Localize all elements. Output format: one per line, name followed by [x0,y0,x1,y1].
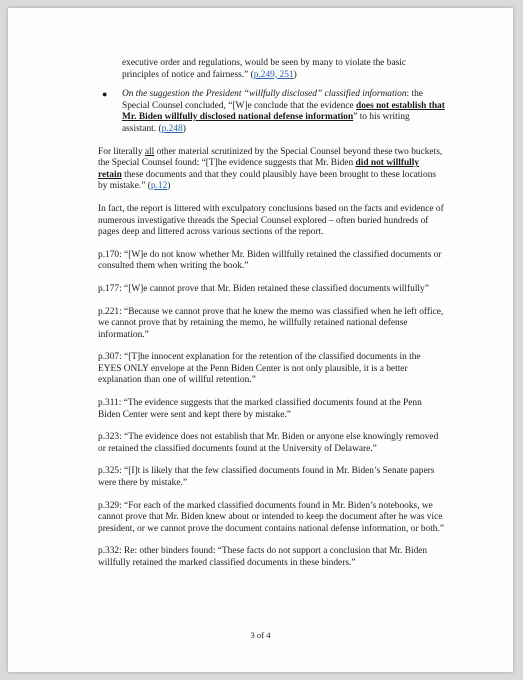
paragraph-2: In fact, the report is littered with exculpatory conclusions based on the facts and evidence of numerous investigative threads the Special Counsel explored – often buried hundreds of pages deep and littered across various sections of the report. [98,203,444,238]
page-link[interactable]: p.248 [161,123,183,134]
para1-bold: did not willfully retain [98,158,420,180]
quote-332: p.332: Re: other binders found: “These facts do not support a conclusion that Mr. Biden willfully retained the marked classified documents in these binders.” [98,546,428,568]
bullet-text [122,89,445,135]
continued-paragraph [122,58,445,81]
bullet-text-2: ” to his writing assistant. ( [122,112,410,134]
paragraph-1 [98,147,445,193]
quote-311: p.311: “The evidence suggests that the marked classified documents found at the Penn Biden Center were sent and kept there by mistake.” [98,398,422,420]
quote-170: p.170: “[W]e do not know whether Mr. Biden willfully retained the classified documents or consulted them when writing the book.” [98,249,442,272]
para1-text-1: For literally [98,146,145,157]
quote-221: p.221: “Because we cannot prove that he knew the memo was classified when he left office, we cannot prove that by retaining the memo, he willfully retained national defense information.” [98,306,444,340]
bullet-text-1: : the Special Counsel concluded, “[W]e conclude that the evidence [122,89,423,111]
bullet-bold: does not establish that Mr. Biden willfully disclosed national defense information [122,100,445,123]
page-link[interactable]: p.249, 251 [253,69,294,80]
text-end: ) [167,181,171,192]
bullet-italic: On the suggestion the President “willfully disclosed” classified information [122,89,407,100]
bullet-item [102,89,445,135]
document-page [8,8,513,672]
page-number: 3 of 4 [250,630,271,640]
quote-329: p.329: “For each of the marked classified documents found in Mr. Biden’s notebooks, we cannot prove that Mr. Biden knew about or intended to keep the document after he was vice president, or we cannot prove the document contains national defense information, or both.” [98,500,444,534]
quote-307: p.307: “[T]he innocent explanation for the retention of the classified documents in the EYES ONLY envelope at the Penn Biden Center is not only plausible, it is a better explanation than one of willful retention.” [98,352,421,386]
quote-177: p.177: “[W]e cannot prove that Mr. Biden retained these classified documents willfully” [98,283,429,294]
continued-text: executive order and regulations, would be seen by many to violate the basic principles of notice and fairness.” ( [122,58,407,80]
para1-underline: all [144,146,155,157]
quote-325: p.325: “[I]t is likely that the few classified documents found in Mr. Biden’s Senate papers were there by mistake.” [98,466,435,489]
para1-text-2: other material scrutinized by the Special Counsel beyond these two buckets, the Special Counsel found: “[T]he evidence suggests that Mr. Biden [98,146,443,169]
page-link[interactable]: p.12 [150,181,168,192]
bullet-icon: ● [102,89,108,100]
text-end: ) [182,123,186,134]
quote-323: p.323: “The evidence does not establish that Mr. Biden or anyone else knowingly removed or retained the classified documents found at the University of Delaware.” [98,432,439,454]
text-end: ) [293,69,297,80]
para1-text-3: these documents and that they could plausibly have been brought to these locations by mistake.” ( [98,169,437,192]
